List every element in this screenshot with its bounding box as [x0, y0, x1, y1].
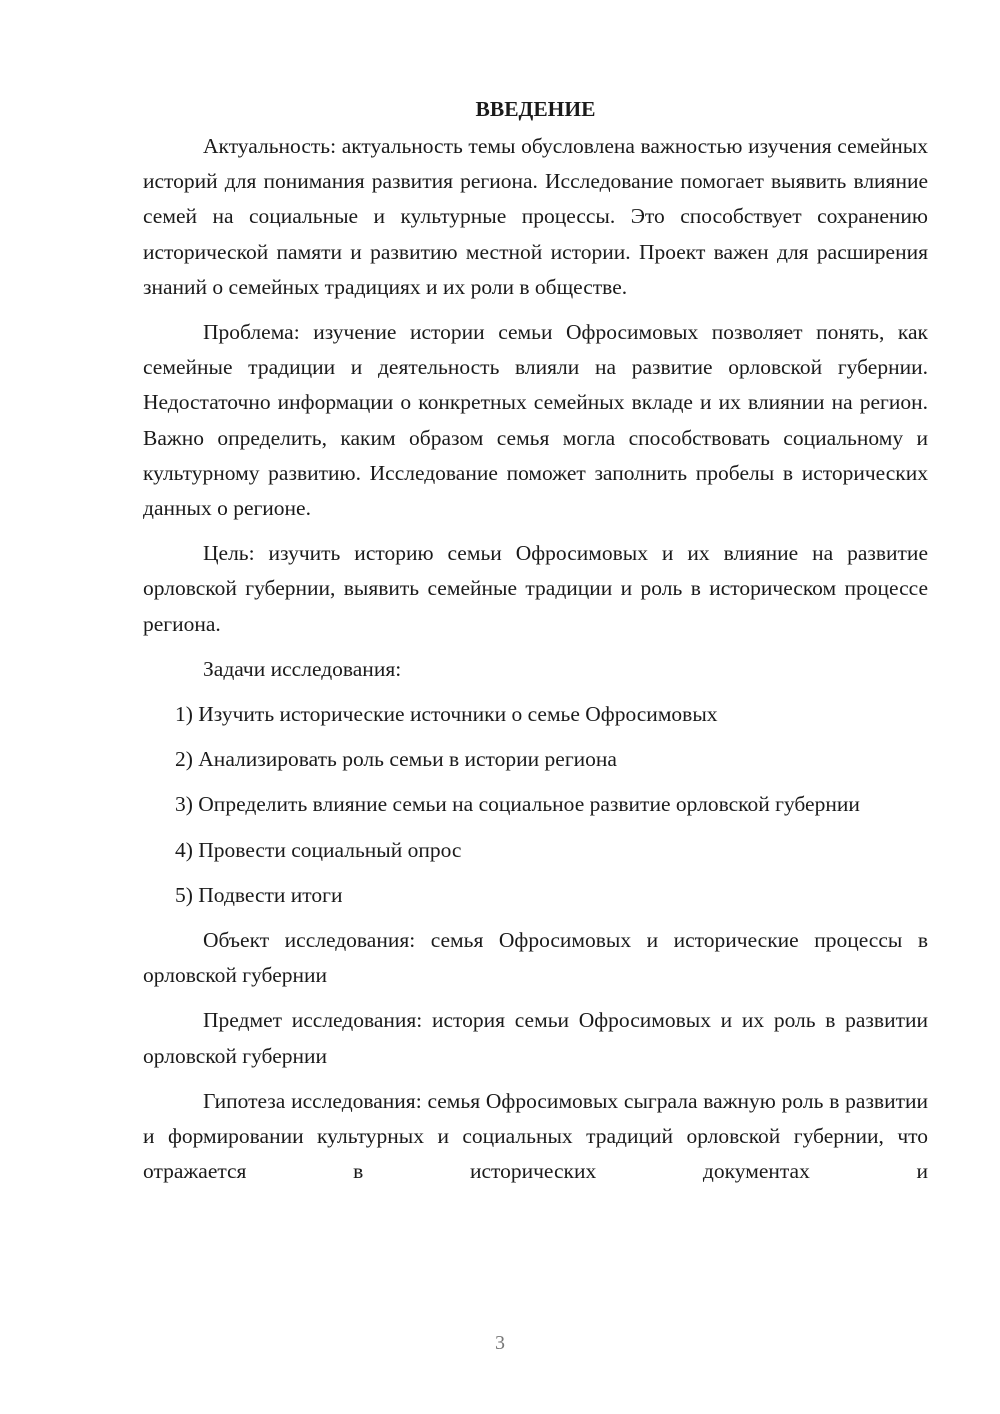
tasks-heading: Задачи исследования: — [203, 656, 402, 681]
list-item: 4) Провести социальный опрос — [175, 837, 462, 862]
paragraph-object: Объект исследования: семья Офросимовых и исторические процессы в орловской губернии — [143, 928, 928, 988]
document-page — [143, 92, 928, 1199]
paragraph-problem: Проблема: изучение истории семьи Офросимовых позволяет понять, как семейные традиции и деятельность влияли на развитие орловской губернии. Недостаточно информации о конкретных семейных вкладе и их влиянии на регион. Важно определить, каким образом семья могла способствовать социальному и культурному развитию. Исследование поможет заполнить пробелы в исторических данных о регионе. — [143, 320, 928, 521]
list-item: 3) Определить влияние семьи на социальное развитие орловской губернии — [175, 792, 860, 817]
paragraph-relevance: Актуальность: актуальность темы обусловлена важностью изучения семейных историй для понимания развития региона. Исследование помогает выявить влияние семей на социальные и культурные процессы. Это способствует сохранению исторической памяти и развитию местной истории. Проект важен для расширения знаний о семейных традициях и их роли в обществе. — [143, 134, 928, 299]
paragraph-subject: Предмет исследования: история семьи Офросимовых и их роль в развитии орловской губернии — [143, 1008, 928, 1068]
page-number: 3 — [495, 1332, 505, 1354]
tasks-list — [143, 697, 928, 913]
section-title: ВВЕДЕНИЕ — [475, 97, 596, 121]
list-item: 1) Изучить исторические источники о семье Офросимовых — [175, 702, 718, 727]
list-item: 2) Анализировать роль семьи в истории региона — [175, 747, 617, 772]
list-item: 5) Подвести итоги — [175, 882, 343, 907]
paragraph-goal: Цель: изучить историю семьи Офросимовых и их влияние на развитие орловской губернии, выявить семейные традиции и роль в историческом процессе региона. — [143, 541, 928, 636]
paragraph-hypothesis: Гипотеза исследования: семья Офросимовых сыграла важную роль в развитии и формировании культурных и социальных традиций орловской губернии, что отражается в исторических документах и — [143, 1088, 928, 1184]
